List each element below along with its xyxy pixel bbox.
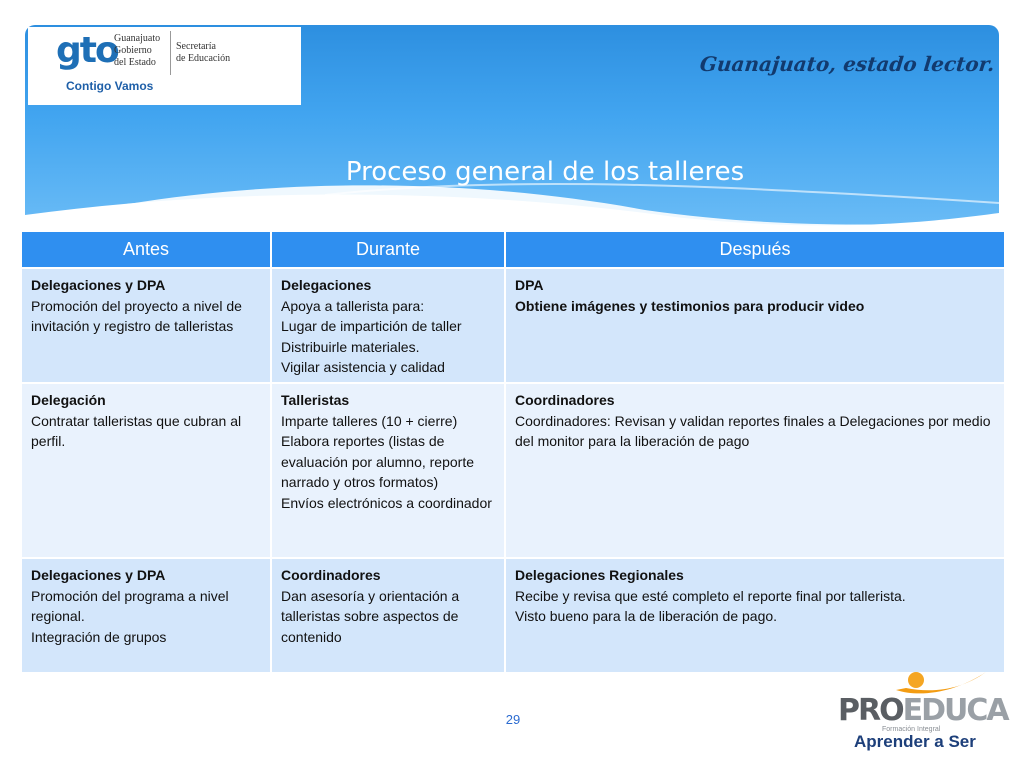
proeduca-logo [836,668,1018,758]
government-logo [28,27,301,105]
cell-title: Talleristas [281,392,350,408]
column-header-despues: Después [505,231,1005,268]
cell-text: Lugar de impartición de taller [281,318,462,334]
column-header-durante: Durante [271,231,505,268]
cell-title: Delegaciones Regionales [515,567,684,583]
logo-tagline: Contigo Vamos [66,79,154,93]
column-header-antes: Antes [21,231,271,268]
table-cell [505,383,1005,558]
proeduca-subtitle: Formación Integral [882,726,941,733]
proeduca-tagline: Aprender a Ser [854,732,976,751]
slogan: Guanajuato, estado lector. [698,52,996,76]
cell-text: Vigilar asistencia y calidad [281,359,445,375]
cell-text: Contratar talleristas que cubran al perfil. [31,412,242,449]
cell-text: Integración de grupos [31,628,167,645]
cell-text: Visto bueno para la de liberación de pago. [515,608,778,624]
cell-text: Distribuirle materiales. [281,338,420,355]
cell-title: DPA [515,277,544,293]
cell-text: Elabora reportes (listas de evaluación por alumno, reporte narrado y otros formatos) [281,433,475,490]
cell-text: Promoción del programa a nivel regional. [31,587,229,624]
cell-text: Obtiene imágenes y testimonios para producir video [515,297,865,314]
slide-title: Proceso general de los talleres [345,157,745,188]
page-number: 29 [505,712,521,727]
department-name: Secretaría de Educación [176,41,231,64]
government-name: Guanajuato Gobierno del Estado [114,33,161,68]
cell-text: Recibe y revisa que esté completo el reporte final por tallerista. [515,587,906,604]
table-cell [21,383,271,558]
table-cell [505,558,1005,673]
cell-title: Coordinadores [515,392,615,408]
table-row [21,558,1005,673]
process-table [20,230,1006,674]
table-cell [271,383,505,558]
cell-text: Promoción del proyecto a nivel de invitación y registro de talleristas [31,297,242,334]
table-cell [505,268,1005,383]
table-cell [271,558,505,673]
cell-title: Delegaciones y DPA [31,567,166,583]
table-row [21,383,1005,558]
gto-logo-mark: gto [56,30,118,71]
cell-text: Envíos electrónicos a coordinador [281,494,492,511]
table-cell [271,268,505,383]
logo-divider [170,31,171,75]
table-row [21,268,1005,383]
proeduca-wordmark: PROEDUCA [838,693,1008,728]
table-cell [21,268,271,383]
table-header-row [21,231,1005,268]
cell-title: Delegación [31,392,106,408]
cell-title: Coordinadores [281,567,381,583]
cell-title: Delegaciones y DPA [31,277,166,293]
cell-text: Apoya a tallerista para: [281,297,425,314]
table-cell [21,558,271,673]
cell-text: Dan asesoría y orientación a talleristas sobre aspectos de contenido [281,587,460,645]
cell-text: Coordinadores: Revisan y validan reportes finales a Delegaciones por medio del monitor para la liberación de pago [515,412,991,449]
cell-text: Imparte talleres (10 + cierre) [281,412,458,429]
cell-title: Delegaciones [281,277,372,293]
